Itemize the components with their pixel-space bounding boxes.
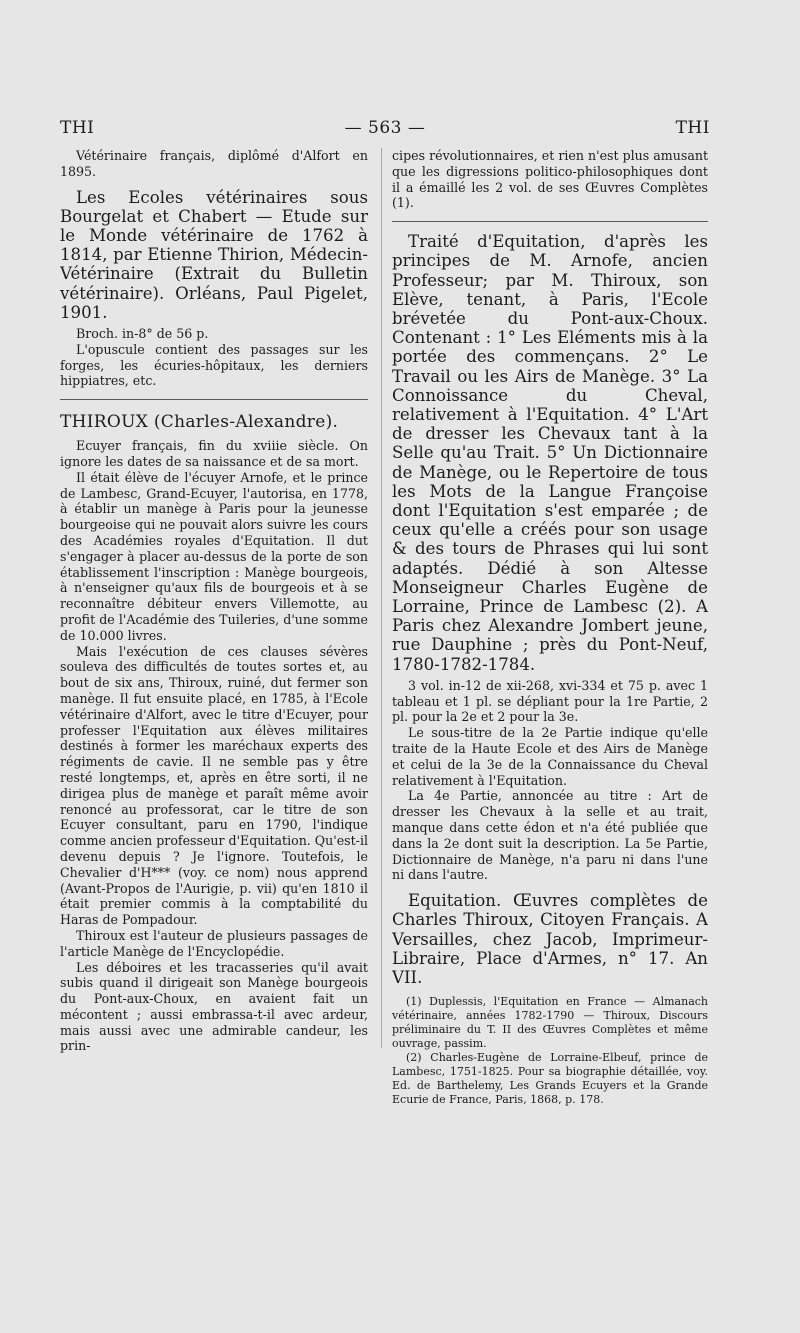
column-divider <box>381 148 382 1048</box>
entry-name: THIROUX (Charles-Alexandre). <box>60 412 339 433</box>
bio-paragraph-1: Ecuyer français, fin du xviiie siècle. On ignore les dates de sa naissance et de sa mort. <box>60 438 368 469</box>
footnotes <box>392 995 708 1107</box>
footnote-2: (2) Charles-Eugène de Lorraine-Elbeuf, prince de Lambesc, 1751-1825. Pour sa biographie détaillée, voy. Ed. de Barthelemy, Les Grands Ecuyers et la Grande Ecurie de France, Paris, 1868, p. 178. <box>392 1051 708 1107</box>
page-number: — 563 — <box>344 118 426 138</box>
bio-paragraph-5: Les déboires et les tracasseries qu'il avait subis quand il dirigeait son Manège bourgeois du Pont-aux-Choux, en avaient fait un mécontent ; aussi embrassa-t-il avec ardeur, mais aussi avec une admirable candeur, les prin- <box>60 959 368 1054</box>
bio-paragraph-2: Il était élève de l'écuyer Arnofe, et le prince de Lambesc, Grand-Ecuyer, l'autorisa, en 1778, à établir un manège à Paris pour la jeunesse bourgeoise qui ne pouvait alors suivre les cours des Académies royales d'Equitation. Il dut s'engager à placer au-dessus de la porte de son établissement l'inscription : Manège bourgeois, à n'enseigner qu'aux fils de bourgeois et à se reconnaître débiteur envers Villemotte, au profit de l'Académie des Tuileries, d'une somme de 10.000 livres. <box>60 469 368 643</box>
page-header <box>60 118 710 138</box>
book-description: L'opuscule contient des passages sur les forges, les écuries-hôpitaux, les derniers hippiatres, etc. <box>60 341 368 389</box>
bio-paragraph-3: Mais l'exécution de ces clauses sévères souleva des difficultés de toutes sortes et, au bout de six ans, Thiroux, ruiné, dut fermer son manège. Il fut ensuite placé, en 1785, à l'Ecole vétérinaire d'Alfort, avec le titre d'Ecuyer, pour professer l'Equitation aux élèves militaires destinés à former les maréchaux experts des régiments de cavie. Il ne semble pas y être resté longtemps, et, après en être sorti, il ne dirigea plus de manège et paraît même avoir renoncé au professorat, car le titre de son Ecuyer consultant, paru en 1790, l'indique comme ancien professeur d'Equitation. Qu'est-il devenu depuis ? Je l'ignore. Toutefois, le Chevalier d'H*** (voy. ce nom) nous apprend (Avant-Propos de l'Aurigie, p. vii) qu'en 1810 il était premier commis à la comptabilité du Haras de Pompadour. <box>60 643 368 928</box>
running-head-left: THI <box>60 118 95 138</box>
equitation-title: Equitation. Œuvres complètes de Charles Thiroux, Citoyen Français. A Versailles, chez Jacob, Imprimeur-Libraire, Place d'Armes, n° 17. An VII. <box>392 891 708 988</box>
book-title: Les Ecoles vétérinaires sous Bourgelat et Chabert — Etude sur le Monde vétérinaire de 1762 à 1814, par Etienne Thirion, Médecin-Vétérinaire (Extrait du Bulletin vétérinaire). Orléans, Paul Pigelet, 1901. <box>60 187 368 322</box>
traite-paragraph-3: La 4e Partie, annoncée au titre : Art de dresser les Chevaux à la selle et au trait, manque dans cette édon et n'a été publiée que dans la 2e dont suit la description. La 5e Partie, Dictionnaire de Manège, n'a paru ni dans l'une ni dans l'autre. <box>392 788 708 883</box>
continued-paragraph: cipes révolutionnaires, et rien n'est plus amusant que les digressions politico-philosophiques dont il a émaillé les 2 vol. de ses Œuvres Complètes (1). <box>392 148 708 211</box>
traite-format: 3 vol. in-12 de xii-268, xvi-334 et 75 p. avec 1 tableau et 1 pl. se dépliant pour la 1re Partie, 2 pl. pour la 2e et 2 pour la 3e. <box>392 677 708 725</box>
section-rule <box>392 221 708 222</box>
section-rule <box>60 399 368 400</box>
book-format: Broch. in-8° de 56 p. <box>76 326 209 342</box>
right-column <box>392 148 708 1107</box>
footnote-1: (1) Duplessis, l'Equitation en France — Almanach vétérinaire, années 1782-1790 — Thiroux, Discours préliminaire du T. II des Œuvres Complètes et même ouvrage, passim. <box>392 995 708 1051</box>
traite-paragraph-2: Le sous-titre de la 2e Partie indique qu'elle traite de la Haute Ecole et des Airs de Manège et celui de la 3e de la Connaissance du Cheval relativement à l'Equitation. <box>392 725 708 788</box>
running-head-right: THI <box>675 118 710 138</box>
traite-title: Traité d'Equitation, d'après les principes de M. Arnofe, ancien Professeur; par M. Thiroux, son Elève, tenant, à Paris, l'Ecole brévetée du Pont-aux-Choux. Contenant : 1° Les Eléments mis à la portée des commençans. 2° Le Travail ou les Airs de Manège. 3° La Connoissance du Cheval, relativement à l'Equitation. 4° L'Art de dresser les Chevaux tant à la Selle qu'au Trait. 5° Un Dictionnaire de Manège, ou le Repertoire de tous les Mots de la Langue Françoise dont l'Equitation s'est emparée ; de ceux qu'elle a créés pour son usage & des tours de Phrases qui lui sont adaptés. Dédié à son Altesse Monseigneur Charles Eugène de Lorraine, Prince de Lambesc (2). A Paris chez Alexandre Jombert jeune, rue Dauphine ; près du Pont-Neuf, 1780-1782-1784. <box>392 232 708 674</box>
bio-paragraph-4: Thiroux est l'auteur de plusieurs passages de l'article Manège de l'Encyclopédie. <box>60 927 368 959</box>
left-column <box>60 148 368 1054</box>
intro-text: Vétérinaire français, diplômé d'Alfort en 1895. <box>60 148 368 179</box>
